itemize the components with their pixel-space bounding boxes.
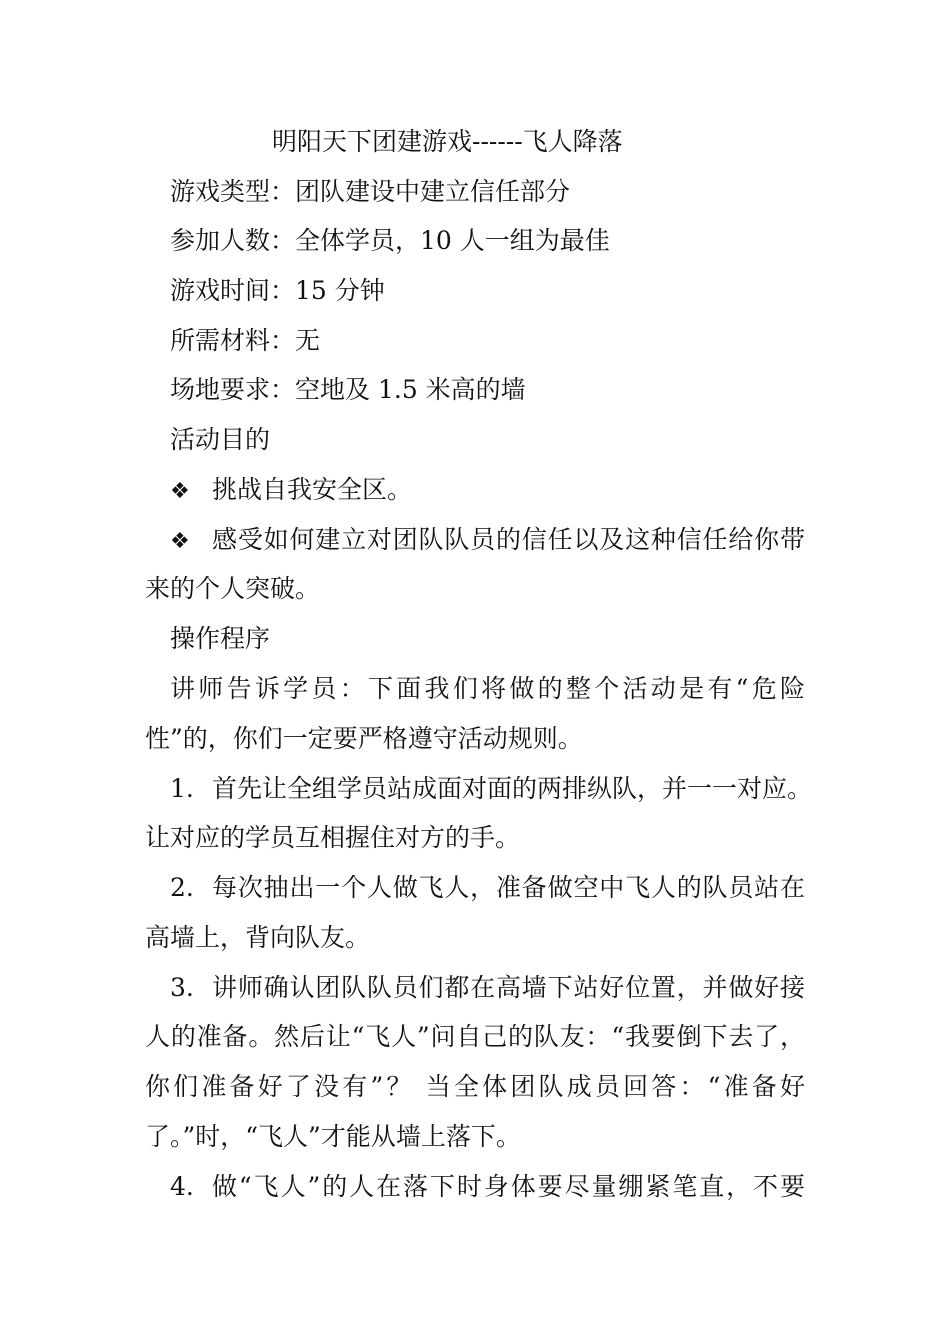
procedure-step-4 bbox=[170, 1172, 805, 1202]
field-value: 无 bbox=[295, 326, 321, 355]
procedure-step-3 bbox=[170, 973, 805, 1003]
step-text-line: 你们准备好了没有”？ 当全体团队成员回答：“准备好 bbox=[145, 1072, 805, 1101]
objective-text: 感受如何建立对团队队员的信任以及这种信任给你带 bbox=[212, 525, 805, 554]
step-text-line: 人的准备。然后让“飞人”问自己的队友：“我要倒下去了， bbox=[145, 1022, 805, 1051]
field-game-type bbox=[170, 177, 570, 207]
diamond-bullet-icon: ❖ bbox=[170, 479, 190, 504]
field-label: 游戏时间： bbox=[170, 276, 296, 305]
procedure-step-1 bbox=[170, 774, 813, 804]
objectives-heading: 活动目的 bbox=[170, 425, 271, 454]
field-value: 全体学员，10 人一组为最佳 bbox=[295, 226, 610, 255]
step-text: 做“飞人”的人在落下时身体要尽量绷紧笔直，不要 bbox=[212, 1172, 805, 1201]
document-title: 明阳天下团建游戏------飞人降落 bbox=[272, 127, 623, 156]
field-venue bbox=[170, 375, 526, 405]
step-text-continued bbox=[145, 1072, 805, 1102]
objective-text-continued: 来的个人突破。 bbox=[145, 574, 321, 603]
field-label: 场地要求： bbox=[170, 375, 296, 404]
field-duration bbox=[170, 276, 385, 306]
procedure-intro-continued: 性”的，你们一定要严格遵守活动规则。 bbox=[145, 724, 583, 753]
field-label: 参加人数： bbox=[170, 226, 296, 255]
objective-item bbox=[170, 525, 805, 557]
field-label: 所需材料： bbox=[170, 326, 296, 355]
procedure-intro-line: 讲师告诉学员：下面我们将做的整个活动是有“危险 bbox=[170, 674, 805, 703]
step-number: 2. bbox=[170, 873, 194, 902]
field-participants bbox=[170, 226, 610, 256]
objective-text: 挑战自我安全区。 bbox=[212, 475, 413, 504]
step-text-continued: 高墙上，背向队友。 bbox=[145, 923, 371, 952]
step-number: 1. bbox=[170, 774, 194, 803]
procedure-step-2 bbox=[170, 873, 805, 903]
field-value: 团队建设中建立信任部分 bbox=[295, 177, 571, 206]
procedure-heading: 操作程序 bbox=[170, 624, 271, 653]
field-label: 游戏类型： bbox=[170, 177, 296, 206]
diamond-bullet-icon: ❖ bbox=[170, 529, 190, 554]
procedure-intro bbox=[170, 674, 805, 704]
field-value: 15 分钟 bbox=[295, 276, 385, 305]
objective-item bbox=[170, 475, 412, 507]
step-number: 3. bbox=[170, 973, 194, 1002]
step-text: 每次抽出一个人做飞人，准备做空中飞人的队员站在 bbox=[212, 873, 805, 902]
step-text-continued: 了。”时，“飞人”才能从墙上落下。 bbox=[145, 1122, 521, 1151]
step-number: 4. bbox=[170, 1172, 194, 1201]
step-text: 讲师确认团队队员们都在高墙下站好位置，并做好接 bbox=[212, 973, 805, 1002]
field-value: 空地及 1.5 米高的墙 bbox=[295, 375, 526, 404]
step-text-continued: 让对应的学员互相握住对方的手。 bbox=[145, 823, 521, 852]
step-text-continued bbox=[145, 1022, 805, 1052]
step-text: 首先让全组学员站成面对面的两排纵队，并一一对应。 bbox=[212, 774, 813, 803]
field-materials bbox=[170, 326, 320, 356]
